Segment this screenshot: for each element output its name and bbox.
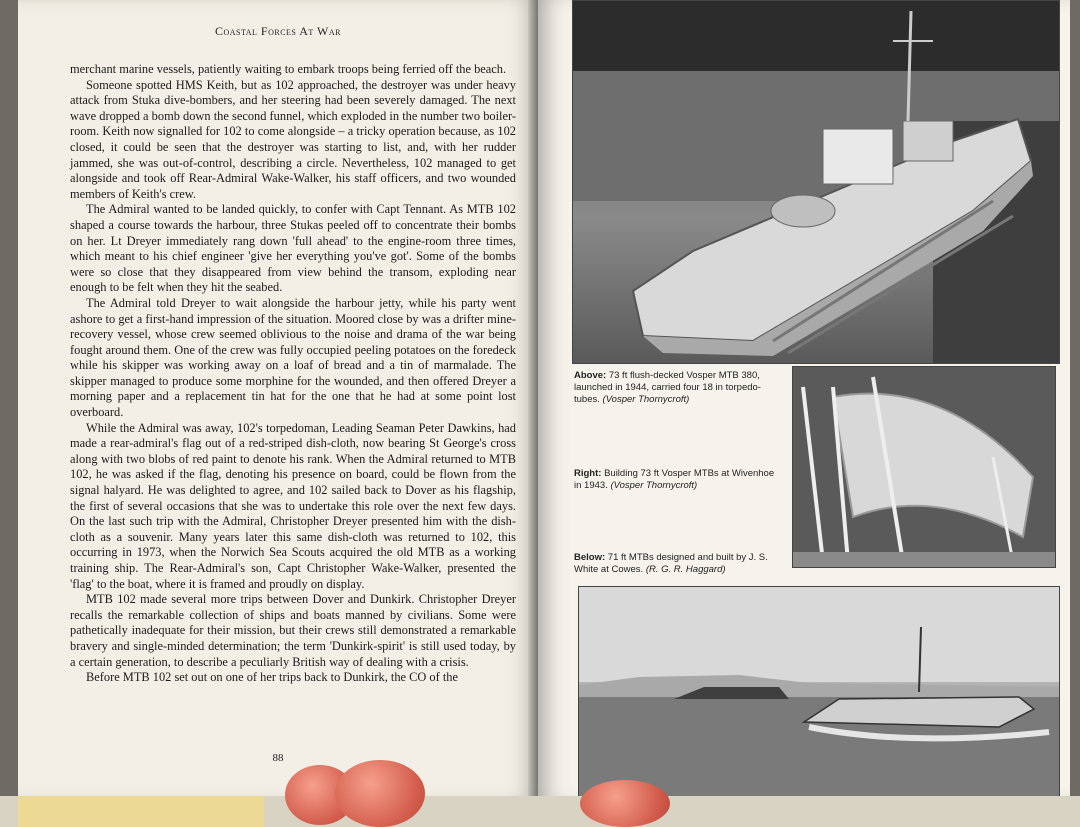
caption-below (574, 552, 780, 576)
hull-frame-illustration (793, 367, 1055, 567)
mtbs-illustration (579, 587, 1059, 801)
running-head: Coastal Forces At War (215, 24, 341, 38)
caption-right (574, 468, 780, 492)
caption-label: Right: (574, 468, 602, 479)
boat-illustration (573, 1, 1059, 363)
body-text (70, 62, 516, 686)
paragraph: The Admiral told Dreyer to wait alongside the harbour jetty, while his party went ashore to get a first-hand impression of the situation. Moored close by was a drifter mine-recovery vessel, whose crew seemed oblivious to the noise and drama of the war being fought around them. One of the crew was fully occupied peeling potatoes on the foredeck while his skipper was working away on a loaf of bread and a tin of marmalade. The skipper managed to produce some morphine for the wounded, and then offered Dreyer a morning paper and a replacement tin hat for the one that he had at some point lost overboard. (70, 295, 516, 420)
finger-center (335, 760, 425, 827)
caption-text: 73 ft flush-decked Vosper MTB 380, launched in 1944, carried four 18 in torpedo-tubes. (574, 370, 761, 405)
paragraph: MTB 102 made several more trips between Dover and Dunkirk. Christopher Dreyer recalls the remarkable collection of ships and boats manned by civilians. Some were pathetically inadequate for their mission, but their crews still demonstrated a remarkable bravery and single-minded determination; the term 'Dunkirk-spirit' is still used today, by a certain generation, to describe a peculiarly British way of dealing with a crisis. (70, 592, 516, 669)
caption-label: Below: (574, 552, 606, 563)
photo-hull-construction (792, 366, 1056, 568)
photo-mtb-on-slipway (572, 0, 1060, 364)
caption-above (574, 370, 780, 405)
caption-credit: (Vosper Thornycroft) (610, 479, 698, 491)
caption-text: Building 73 ft Vosper MTBs at Wivenhoe in 1943. (574, 468, 775, 491)
caption-text: 71 ft MTBs designed and built by J. S. White at Cowes. (574, 552, 768, 575)
caption-credit: (R. G. R. Haggard) (645, 563, 726, 575)
paragraph: merchant marine vessels, patiently waiting to embark troops being ferried off the beach. (70, 62, 507, 76)
caption-credit: (Vosper Thornycroft) (602, 393, 690, 405)
sticky-note (18, 796, 264, 827)
left-page (18, 0, 538, 800)
finger-right (580, 780, 670, 827)
page-number: 88 (272, 752, 284, 764)
paragraph: The Admiral wanted to be landed quickly, to confer with Capt Tennant. As MTB 102 shaped a course towards the harbour, three Stukas peeled off to concentrate their bombs on her. Lt Dreyer immediately rang down 'full ahead' to the engine-room three times, which meant to his chief engineer 'give her everything you've got'. Some of the bombs were so close that they disappeared from view behind the transom, exploding near enough to be felt when they hit the seabed. (70, 202, 516, 295)
caption-label: Above: (574, 370, 607, 381)
paragraph: Someone spotted HMS Keith, but as 102 approached, the destroyer was under heavy attack from Stuka dive-bombers, and her steering had been severely damaged. The next wave dropped a bomb down the second funnel, which exploded in the number two boiler-room. Keith now signalled for 102 to come alongside – a tricky operation because, as 102 closed, it could be seen that the destroyer was starting to list, and, with her rudder jammed, she was out-of-control, describing a circle. Nevertheless, 102 managed to get alongside and took off Rear-Admiral Wake-Walker, his staff officers, and two wounded members of Keith's crew. (70, 77, 516, 201)
photo-mtbs-at-sea (578, 586, 1060, 802)
paragraph: Before MTB 102 set out on one of her trips back to Dunkirk, the CO of the (86, 670, 458, 685)
paragraph: While the Admiral was away, 102's torpedoman, Leading Seaman Peter Dawkins, had made a rear-admiral's flag out of a red-striped dish-cloth, now bearing St George's cross along with two blobs of red paint to denote his rank. When the Admiral returned to MTB 102, he was asked if the flag, denoting his presence on board, could be flown from the signal halyard. He was delighted to agree, and 102 sailed back to Dover as his flagship, the first of several occasions that she was to undertake this role over the next few days. On the last such trip with the Admiral, Christopher Dreyer presented him with the dish-cloth as a souvenir. Many years later this same dish-cloth was returned to 102, this occurring in 1973, when the Norwich Sea Scouts acquired the old MTB as a working training ship. The Rear-Admiral's son, Capt Christopher Wake-Walker, presented the 'flag' to the boat, where it is framed and proudly on display. (70, 420, 516, 591)
